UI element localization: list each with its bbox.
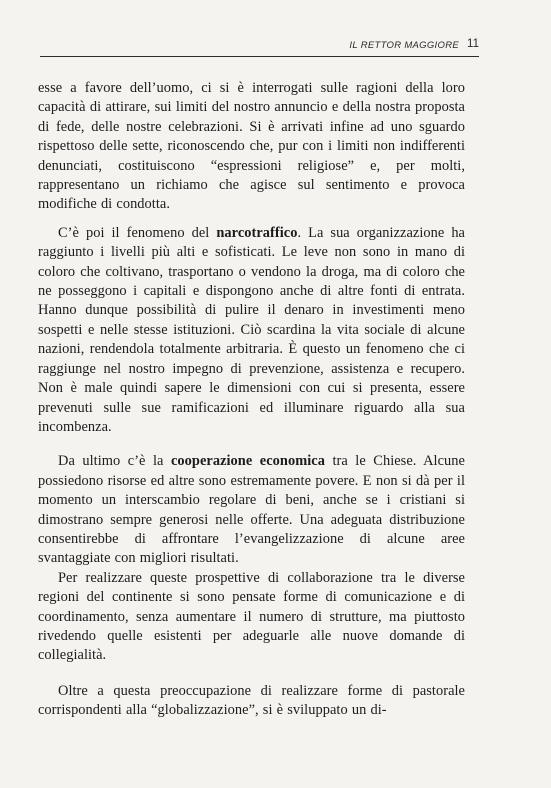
paragraph-collaboration: Per realizzare queste prospettive di collaborazione tra le diverse regioni del continente si sono pensate forme di comunicazione e di coordinamento, senza aumentare il numero di strutture, ma piuttosto rivedendo quelle esistenti per adeguarle alle nuove domande di collegialità. <box>38 569 465 664</box>
page-number: 11 <box>467 38 479 50</box>
term-cooperazione-economica: cooperazione economica <box>170 453 325 470</box>
paragraph-cooperation <box>38 452 465 568</box>
paragraph-narcotraffic <box>38 224 465 437</box>
paragraph-cooperation-rest: tra le Chiese. Alcune possiedono risorse ed altre sono estremamente povere. E non si dà per il momento un interscambio regolare di beni, anche se i cristiani si dimostrano sempre generosi nelle offerte. Una adeguata distribuzione consentirebbe di affrontare l’evangelizzazione di alcune aree svantaggiate con migliori risultati. <box>38 453 465 567</box>
body-text <box>38 79 465 721</box>
running-head: IL RETTOR MAGGIORE <box>349 40 459 51</box>
paragraph-narcotraffic-lead: C’è poi il fenomeno del <box>58 224 217 241</box>
paragraph-globalization: Oltre a questa preoccupazione di realizzare forme di pastorale corrispondenti alla “globalizzazione”, si è sviluppato un di- <box>38 682 465 719</box>
page-header <box>40 40 479 57</box>
paragraph-narcotraffic-rest: . La sua organizzazione ha raggiunto i livelli più alti e sofisticati. Le leve non sono in mano di coloro che coltivano, trasportano o vendono la droga, ma di coloro che ne posseggono i capitali e dispongono anche di altre fonti di entrata. Hanno dunque possibilità di pulire il denaro in investimenti meno sospetti e nelle stesse istituzioni. Ciò scardina la vita sociale di alcune nazioni, rendendola totalmente arbitraria. È questo un fenomeno che ci raggiunge nel nostro impegno di prevenzione, assistenza e recupero. Non è male quindi sapere le dimensioni con cui si presenta, essere prevenuti sulle sue ramificazioni ed illuminare riguardo alla sua incombenza. <box>38 224 465 435</box>
paragraph-cooperation-lead: Da ultimo c’è la <box>58 453 171 470</box>
paragraph-sects: esse a favore dell’uomo, ci si è interrogati sulle ragioni della loro capacità di attirare, sui limiti del nostro annuncio e della nostra proposta di fede, delle nostre celebrazioni. Si è arrivati infine ad uno sguardo rispettoso delle sette, riconoscendo che, pur con i limiti non indifferenti denunciati, costituiscono “espressioni religiose” e, per molti, rappresentano un richiamo che agisce sul sentimento e provoca modifiche di condotta. <box>38 80 465 213</box>
term-narcotraffico: narcotraffico <box>216 224 298 241</box>
